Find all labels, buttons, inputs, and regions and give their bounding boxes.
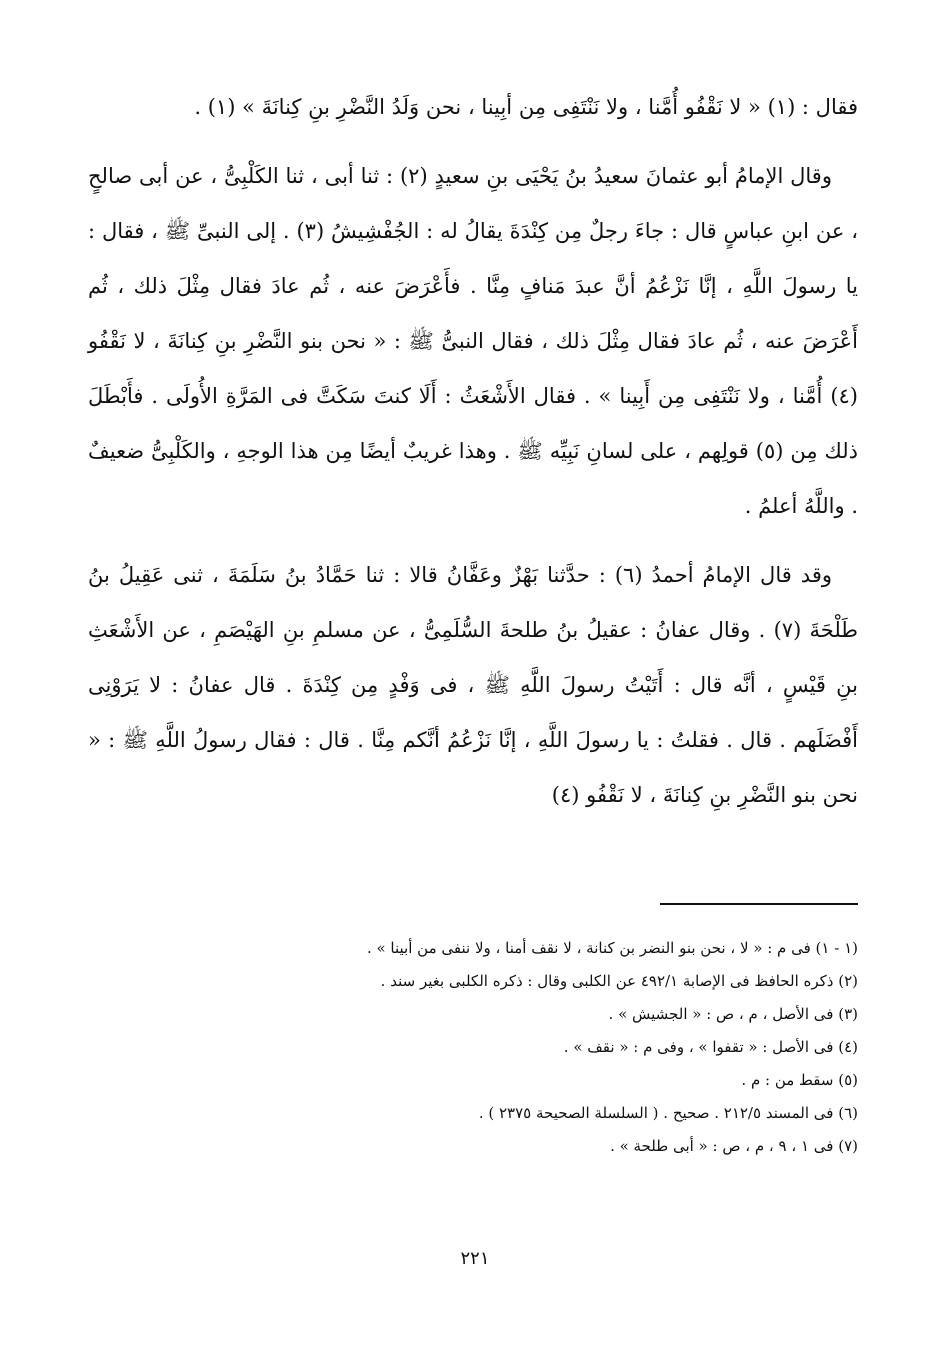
- footnote: (١ - ١) فى م : « لا ، نحن بنو النضر بن كنانة ، لا نقف أمنا ، ولا ننفى من أبينا » .: [366, 939, 858, 957]
- footnote: (٤) فى الأصل : « تقفوا » ، وفى م : « نقف » .: [563, 1038, 858, 1056]
- footnote: (٧) فى ١ ، ٩ ، م ، ص : « أبى طلحة » .: [610, 1137, 858, 1155]
- paragraph: وقال الإمامُ أبو عثمانَ سعيدُ بنُ يَحْيَى بنِ سعيدٍ (٢) : ثنا أبى ، ثنا الكَلْبِىُّ ، عن أبى صالحٍ ، عن ابنِ عباسٍ قال : جاءَ رجلٌ مِن كِنْدَةَ يقالُ له : الجُفْشِيشُ (٣) . إلى النبىِّ ﷺ ، فقال : يا رسولَ اللَّهِ ، إنَّا نَزْعُمُ أنَّ عبدَ مَنافٍ مِنَّا . فأَعْرَضَ عنه ، ثُم عادَ فقال مِثْلَ ذلك ، ثُم أَعْرَضَ عنه ، ثُم عادَ فقال مِثْلَ ذلك ، فقال النبىُّ ﷺ : « نحن بنو النَّضْرِ بنِ كِنانَةَ ، لا نَقْفُو (٤) أُمَّنا ، ولا نَنْتَفِى مِن أَبِينا » . فقال الأَشْعَثُ : أَلَا كنتَ سَكَتَّ فى المَرَّةِ الأُولَى . فأَبْطَلَ ذلك مِن (٥) قولِهم ، على لسانِ نَبِيِّه ﷺ . وهذا غريبٌ أيضًا مِن هذا الوجهِ ، والكَلْبِىُّ ضعيفٌ . واللَّهُ أعلمُ .: [88, 164, 858, 518]
- footnote: (٣) فى الأصل ، م ، ص : « الجشيش » .: [608, 1005, 858, 1023]
- paragraph: فقال : (١) « لا نَقْفُو أُمَّنا ، ولا نَنْتَفِى مِن أبِينا ، نحن وَلَدُ النَّضْرِ بنِ كِنانَةَ » (١) .: [194, 95, 858, 119]
- footnote: (٢) ذكره الحافظ فى الإصابة ٤٩٢/١ عن الكلبى وقال : ذكره الكلبى بغير سند .: [380, 972, 858, 990]
- footnotes: [88, 932, 858, 1163]
- footnote-divider: [660, 903, 858, 905]
- main-text: [88, 80, 858, 837]
- footnote: (٦) فى المسند ٢١٢/٥ . صحيح . ( السلسلة الصحيحة ٢٣٧٥ ) .: [478, 1104, 858, 1122]
- footnote: (٥) سقط من : م .: [741, 1071, 858, 1089]
- paragraph: وقد قال الإمامُ أحمدُ (٦) : حدَّثنا بَهْزٌ وعَفَّانُ قالا : ثنا حَمَّادُ بنُ سَلَمَةَ ، ثنى عَقِيلُ بنُ طَلْحَةَ (٧) . وقال عفانُ : عقيلُ بنُ طلحةَ السُّلَمِىُّ ، عن مسلمِ بنِ الهَيْصَمِ ، عن الأَشْعَثِ بنِ قَيْسٍ ، أنَّه قال : أَتَيْتُ رسولَ اللَّهِ ﷺ ، فى وَفْدٍ مِن كِنْدَةَ . قال عفانُ : لا يَرَوْنِى أَفْضَلَهم . قال . فقلتُ : يا رسولَ اللَّهِ ، إنَّا نَزْعُمُ أنَّكم مِنَّا . قال : فقال رسولُ اللَّهِ ﷺ : « نحن بنو النَّضْرِ بنِ كِنانَةَ ، لا نَقْفُو (٤): [88, 563, 858, 807]
- page-number: ٢٢١: [460, 1248, 490, 1269]
